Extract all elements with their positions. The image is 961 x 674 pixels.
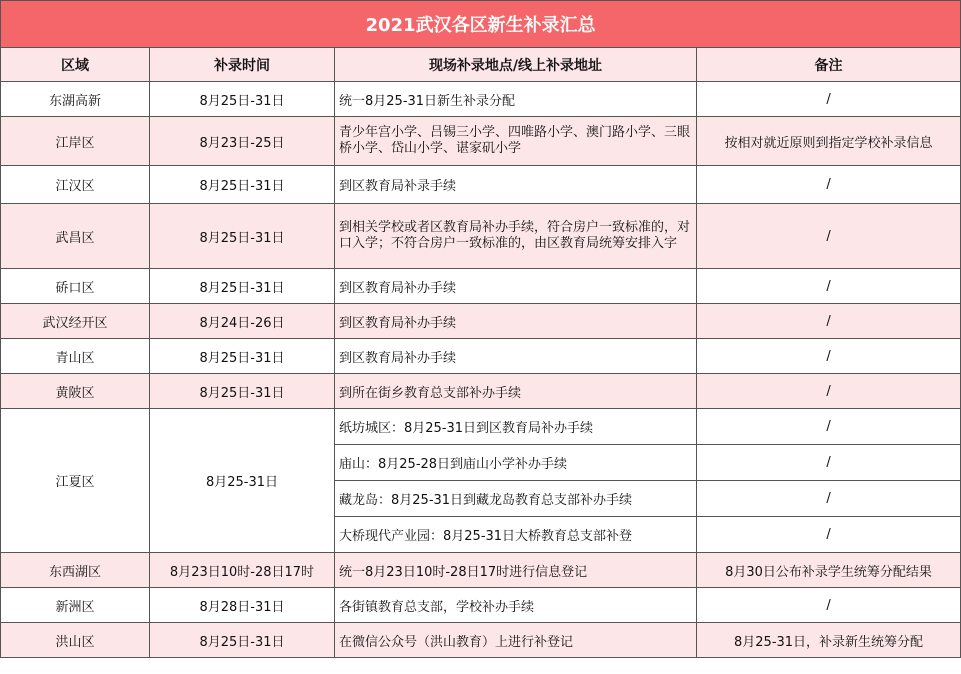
place-cell: 藏龙岛：8月25-31日到藏龙岛教育总支部补办手续 bbox=[335, 481, 697, 517]
time-cell: 8月25-31日 bbox=[150, 409, 335, 553]
time-cell: 8月23日10时-28日17时 bbox=[150, 553, 335, 588]
table-row bbox=[1, 269, 961, 304]
table-row bbox=[1, 204, 961, 269]
note-cell: / bbox=[697, 269, 961, 304]
district-cell: 江汉区 bbox=[1, 166, 150, 204]
place-cell: 庙山：8月25-28日到庙山小学补办手续 bbox=[335, 445, 697, 481]
table-title: 2021武汉各区新生补录汇总 bbox=[1, 1, 961, 48]
note-cell: / bbox=[697, 517, 961, 553]
time-cell: 8月25日-31日 bbox=[150, 374, 335, 409]
note-cell: 8月30日公布补录学生统筹分配结果 bbox=[697, 553, 961, 588]
table-row bbox=[1, 304, 961, 339]
place-cell: 统一8月25-31日新生补录分配 bbox=[335, 82, 697, 117]
table-row bbox=[1, 117, 961, 166]
note-cell: / bbox=[697, 82, 961, 117]
place-cell: 统一8月23日10时-28日17时进行信息登记 bbox=[335, 553, 697, 588]
time-cell: 8月25日-31日 bbox=[150, 269, 335, 304]
table-row bbox=[1, 588, 961, 623]
place-cell: 到区教育局补录手续 bbox=[335, 166, 697, 204]
note-cell: / bbox=[697, 304, 961, 339]
table-row bbox=[1, 374, 961, 409]
place-cell: 大桥现代产业园：8月25-31日大桥教育总支部补登 bbox=[335, 517, 697, 553]
time-cell: 8月25日-31日 bbox=[150, 339, 335, 374]
header-place: 现场补录地点/线上补录地址 bbox=[335, 48, 697, 82]
header-note: 备注 bbox=[697, 48, 961, 82]
note-cell: / bbox=[697, 166, 961, 204]
place-cell: 到区教育局补办手续 bbox=[335, 304, 697, 339]
place-cell: 纸坊城区：8月25-31日到区教育局补办手续 bbox=[335, 409, 697, 445]
note-cell: / bbox=[697, 481, 961, 517]
district-cell: 黄陂区 bbox=[1, 374, 150, 409]
place-cell: 各街镇教育总支部，学校补办手续 bbox=[335, 588, 697, 623]
district-cell: 东西湖区 bbox=[1, 553, 150, 588]
note-cell: / bbox=[697, 204, 961, 269]
note-cell: / bbox=[697, 339, 961, 374]
time-cell: 8月25日-31日 bbox=[150, 623, 335, 658]
time-cell: 8月28日-31日 bbox=[150, 588, 335, 623]
table-row bbox=[1, 166, 961, 204]
header-district: 区域 bbox=[1, 48, 150, 82]
district-cell: 东湖高新 bbox=[1, 82, 150, 117]
note-cell: / bbox=[697, 409, 961, 445]
district-cell: 武汉经开区 bbox=[1, 304, 150, 339]
table-row bbox=[1, 409, 961, 445]
district-cell: 江岸区 bbox=[1, 117, 150, 166]
place-cell: 到区教育局补办手续 bbox=[335, 339, 697, 374]
table-row bbox=[1, 339, 961, 374]
district-cell: 江夏区 bbox=[1, 409, 150, 553]
place-cell: 到区教育局补办手续 bbox=[335, 269, 697, 304]
place-cell: 青少年宫小学、吕锡三小学、四唯路小学、澳门路小学、三眼桥小学、岱山小学、谌家矶小学 bbox=[335, 117, 697, 166]
district-cell: 青山区 bbox=[1, 339, 150, 374]
time-cell: 8月25日-31日 bbox=[150, 204, 335, 269]
header-time: 补录时间 bbox=[150, 48, 335, 82]
note-cell: / bbox=[697, 445, 961, 481]
note-cell: / bbox=[697, 588, 961, 623]
place-cell: 到所在街乡教育总支部补办手续 bbox=[335, 374, 697, 409]
note-cell: 按相对就近原则到指定学校补录信息 bbox=[697, 117, 961, 166]
time-cell: 8月25日-31日 bbox=[150, 82, 335, 117]
note-cell: 8月25-31日，补录新生统筹分配 bbox=[697, 623, 961, 658]
district-cell: 硚口区 bbox=[1, 269, 150, 304]
table-row bbox=[1, 553, 961, 588]
district-cell: 洪山区 bbox=[1, 623, 150, 658]
note-cell: / bbox=[697, 374, 961, 409]
district-cell: 武昌区 bbox=[1, 204, 150, 269]
time-cell: 8月25日-31日 bbox=[150, 166, 335, 204]
district-cell: 新洲区 bbox=[1, 588, 150, 623]
table-row bbox=[1, 623, 961, 658]
place-cell: 到相关学校或者区教育局补办手续，符合房户一致标准的，对口入学；不符合房户一致标准的，由区教育局统筹安排入字 bbox=[335, 204, 697, 269]
time-cell: 8月23日-25日 bbox=[150, 117, 335, 166]
time-cell: 8月24日-26日 bbox=[150, 304, 335, 339]
place-cell: 在微信公众号（洪山教育）上进行补登记 bbox=[335, 623, 697, 658]
table-row bbox=[1, 82, 961, 117]
